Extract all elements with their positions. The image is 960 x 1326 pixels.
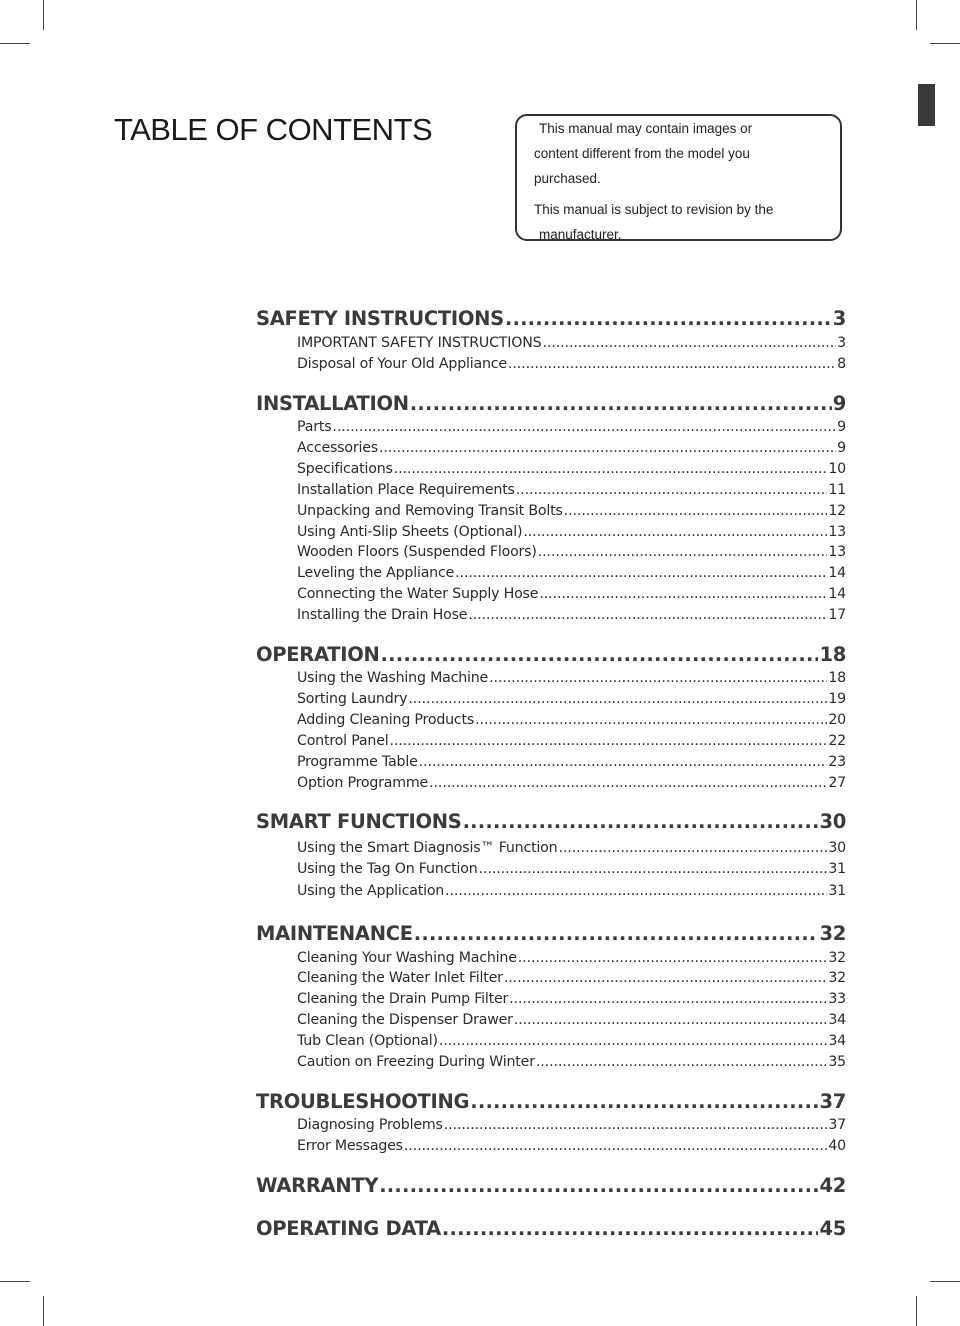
item-label: Option Programme — [297, 775, 429, 791]
dot-leader — [414, 922, 819, 945]
dot-leader — [564, 503, 828, 519]
section-page-number: 32 — [819, 922, 846, 945]
item-label: Connecting the Water Supply Hose — [297, 586, 539, 602]
toc-item[interactable] — [297, 1033, 846, 1049]
toc-item[interactable] — [297, 950, 846, 966]
item-page-number: 11 — [828, 482, 846, 498]
item-page-number: 40 — [828, 1138, 846, 1154]
page-title: TABLE OF CONTENTS — [114, 112, 433, 147]
toc-item[interactable] — [297, 524, 846, 540]
toc-item[interactable] — [297, 335, 846, 351]
dot-leader — [505, 307, 832, 330]
toc-section-installation[interactable] — [256, 392, 846, 415]
notice-line: purchased. — [534, 171, 601, 186]
dot-leader — [419, 754, 828, 770]
crop-mark — [916, 1296, 917, 1326]
item-page-number: 30 — [828, 840, 846, 856]
item-label: Installing the Drain Hose — [297, 607, 468, 623]
item-page-number: 13 — [828, 544, 846, 560]
section-title: SMART FUNCTIONS — [256, 810, 462, 833]
toc-item[interactable] — [297, 754, 846, 770]
dot-leader — [439, 1033, 827, 1049]
toc-item[interactable] — [297, 840, 846, 856]
dot-leader — [442, 1217, 819, 1240]
toc-section-smart-functions[interactable] — [256, 810, 846, 833]
item-page-number: 33 — [828, 991, 846, 1007]
dot-leader — [518, 950, 828, 966]
toc-item[interactable] — [297, 712, 846, 728]
section-title: SAFETY INSTRUCTIONS — [256, 307, 504, 330]
item-label: Unpacking and Removing Transit Bolts — [297, 503, 563, 519]
item-label: Tub Clean (Optional) — [297, 1033, 438, 1049]
toc-section-operation[interactable] — [256, 643, 846, 666]
toc-item[interactable] — [297, 1012, 846, 1028]
toc-section-maintenance[interactable] — [256, 922, 846, 945]
notice-line: content different from the model you — [534, 146, 750, 161]
section-page-number: 18 — [819, 643, 846, 666]
dot-leader — [489, 670, 827, 686]
item-page-number: 12 — [828, 503, 846, 519]
item-page-number: 31 — [828, 883, 846, 899]
item-label: Installation Place Requirements — [297, 482, 515, 498]
toc-item[interactable] — [297, 670, 846, 686]
item-page-number: 3 — [837, 335, 846, 351]
item-page-number: 14 — [828, 586, 846, 602]
item-label: Cleaning the Water Inlet Filter — [297, 970, 503, 986]
toc-item[interactable] — [297, 733, 846, 749]
notice-line: manufacturer. — [539, 227, 622, 242]
dot-leader — [470, 1090, 818, 1113]
item-page-number: 18 — [828, 670, 846, 686]
section-page-number: 37 — [819, 1090, 846, 1113]
toc-item[interactable] — [297, 861, 846, 877]
toc-item[interactable] — [297, 970, 846, 986]
dot-leader — [536, 1054, 828, 1070]
dot-leader — [429, 775, 827, 791]
item-label: Sorting Laundry — [297, 691, 408, 707]
notice-line: This manual may contain images or — [539, 121, 753, 136]
toc-item[interactable] — [297, 883, 846, 899]
toc-item[interactable] — [297, 440, 846, 456]
toc-item[interactable] — [297, 544, 846, 560]
crop-mark — [930, 43, 960, 44]
toc-item[interactable] — [297, 565, 846, 581]
dot-leader — [408, 691, 827, 707]
item-label: Cleaning Your Washing Machine — [297, 950, 517, 966]
crop-mark — [930, 1281, 960, 1282]
item-label: Using the Application — [297, 883, 445, 899]
dot-leader — [468, 607, 827, 623]
item-label: Accessories — [297, 440, 378, 456]
toc-item[interactable] — [297, 356, 846, 372]
toc-item[interactable] — [297, 586, 846, 602]
item-page-number: 35 — [828, 1054, 846, 1070]
dot-leader — [379, 440, 836, 456]
crop-mark — [43, 0, 44, 30]
section-page-number: 3 — [832, 307, 846, 330]
toc-item[interactable] — [297, 419, 846, 435]
item-page-number: 32 — [828, 970, 846, 986]
item-label: Wooden Floors (Suspended Floors) — [297, 544, 537, 560]
dot-leader — [463, 810, 819, 833]
dot-leader — [516, 482, 828, 498]
dot-leader — [444, 1117, 828, 1133]
item-page-number: 23 — [828, 754, 846, 770]
item-page-number: 37 — [828, 1117, 846, 1133]
section-title: OPERATION — [256, 643, 380, 666]
dot-leader — [504, 970, 828, 986]
toc-item[interactable] — [297, 607, 846, 623]
dot-leader — [538, 544, 828, 560]
toc-item[interactable] — [297, 482, 846, 498]
item-page-number: 8 — [837, 356, 846, 372]
item-label: Control Panel — [297, 733, 389, 749]
dot-leader — [558, 840, 827, 856]
dot-leader — [404, 1138, 827, 1154]
item-label: Caution on Freezing During Winter — [297, 1054, 535, 1070]
dot-leader — [394, 461, 828, 477]
toc-item[interactable] — [297, 503, 846, 519]
item-page-number: 34 — [828, 1033, 846, 1049]
chapter-tab-marker — [918, 84, 935, 126]
dot-leader — [455, 565, 827, 581]
dot-leader — [509, 991, 827, 1007]
item-label: Adding Cleaning Products — [297, 712, 475, 728]
item-label: Cleaning the Drain Pump Filter — [297, 991, 509, 1007]
toc-item[interactable] — [297, 461, 846, 477]
section-page-number: 45 — [819, 1217, 846, 1240]
item-page-number: 20 — [828, 712, 846, 728]
item-label: Programme Table — [297, 754, 418, 770]
dot-leader — [445, 883, 827, 899]
dot-leader — [542, 335, 836, 351]
toc-section-safety-instructions[interactable] — [256, 307, 846, 330]
section-title: INSTALLATION — [256, 392, 409, 415]
dot-leader — [523, 524, 827, 540]
item-label: Using the Tag On Function — [297, 861, 478, 877]
section-title: TROUBLESHOOTING — [256, 1090, 470, 1113]
crop-mark — [916, 0, 917, 30]
crop-mark — [0, 1281, 30, 1282]
section-page-number: 9 — [832, 392, 846, 415]
dot-leader — [479, 861, 828, 877]
manual-notice-box — [515, 114, 842, 241]
item-page-number: 13 — [828, 524, 846, 540]
item-page-number: 19 — [828, 691, 846, 707]
item-label: Using the Washing Machine — [297, 670, 489, 686]
toc-item[interactable] — [297, 1054, 846, 1070]
crop-mark — [43, 1296, 44, 1326]
item-page-number: 31 — [828, 861, 846, 877]
section-title: WARRANTY — [256, 1174, 379, 1197]
dot-leader — [410, 392, 832, 415]
toc-item[interactable] — [297, 1117, 846, 1133]
section-page-number: 42 — [819, 1174, 846, 1197]
crop-mark — [0, 43, 30, 44]
toc-section-operating-data[interactable] — [256, 1217, 846, 1240]
item-label: Parts — [297, 419, 332, 435]
item-label: Leveling the Appliance — [297, 565, 455, 581]
dot-leader — [381, 643, 819, 666]
item-page-number: 22 — [828, 733, 846, 749]
item-page-number: 34 — [828, 1012, 846, 1028]
item-label: Diagnosing Problems — [297, 1117, 443, 1133]
section-title: OPERATING DATA — [256, 1217, 441, 1240]
item-page-number: 14 — [828, 565, 846, 581]
item-label: IMPORTANT SAFETY INSTRUCTIONS — [297, 335, 542, 351]
item-page-number: 9 — [837, 419, 846, 435]
item-page-number: 10 — [828, 461, 846, 477]
dot-leader — [539, 586, 827, 602]
dot-leader — [514, 1012, 828, 1028]
dot-leader — [379, 1174, 818, 1197]
item-page-number: 32 — [828, 950, 846, 966]
section-page-number: 30 — [819, 810, 846, 833]
toc-item[interactable] — [297, 775, 846, 791]
dot-leader — [389, 733, 827, 749]
item-label: Using the Smart Diagnosis™ Function — [297, 840, 558, 856]
toc-item[interactable] — [297, 1138, 846, 1154]
toc-item[interactable] — [297, 991, 846, 1007]
toc-section-troubleshooting[interactable] — [256, 1090, 846, 1113]
item-page-number: 27 — [828, 775, 846, 791]
item-label: Using Anti-Slip Sheets (Optional) — [297, 524, 523, 540]
item-label: Disposal of Your Old Appliance — [297, 356, 507, 372]
toc-item[interactable] — [297, 691, 846, 707]
item-label: Cleaning the Dispenser Drawer — [297, 1012, 513, 1028]
item-label: Error Messages — [297, 1138, 403, 1154]
toc-section-warranty[interactable] — [256, 1174, 846, 1197]
item-label: Specifications — [297, 461, 393, 477]
notice-line: This manual is subject to revision by the — [534, 202, 774, 217]
dot-leader — [475, 712, 827, 728]
section-title: MAINTENANCE — [256, 922, 413, 945]
dot-leader — [332, 419, 836, 435]
dot-leader — [508, 356, 836, 372]
item-page-number: 9 — [837, 440, 846, 456]
item-page-number: 17 — [828, 607, 846, 623]
